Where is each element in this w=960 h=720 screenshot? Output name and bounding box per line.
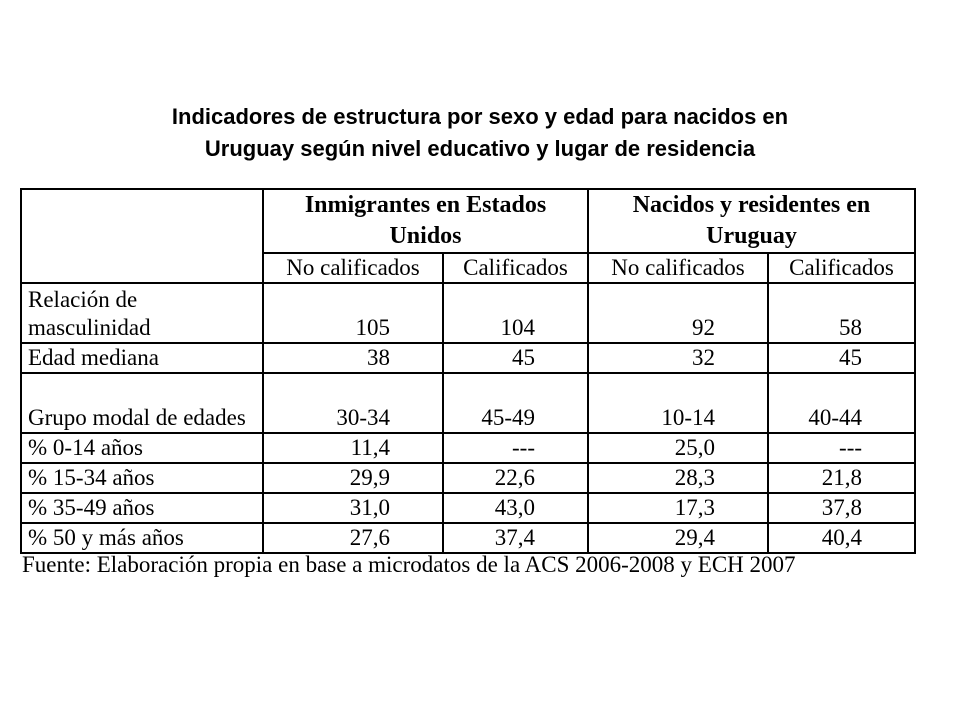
table-row [21,373,915,433]
value-cell: 29,4 [588,523,768,553]
group-header-residents: Nacidos y residentes en Uruguay [588,189,915,253]
table-row [21,463,915,493]
row-label: % 15-34 años [21,463,263,493]
value-cell: 38 [263,343,443,373]
value-cell: 25,0 [588,433,768,463]
value-cell: 28,3 [588,463,768,493]
row-label: Grupo modal de edades [21,373,263,433]
row-label: Edad mediana [21,343,263,373]
value-cell: 37,8 [768,493,915,523]
value-cell: 92 [588,283,768,343]
group-header-immigrants: Inmigrantes en Estados Unidos [263,189,588,253]
group-header-row [21,189,915,253]
empty-corner-cell [21,189,263,283]
page-title [0,101,960,165]
table-row [21,433,915,463]
value-cell: 43,0 [443,493,588,523]
value-cell: 40,4 [768,523,915,553]
value-cell: 45 [768,343,915,373]
value-cell: 104 [443,283,588,343]
value-cell: 21,8 [768,463,915,493]
value-cell: 11,4 [263,433,443,463]
value-cell: 17,3 [588,493,768,523]
table-row [21,283,915,343]
value-cell: 105 [263,283,443,343]
source-note: Fuente: Elaboración propia en base a microdatos de la ACS 2006-2008 y ECH 2007 [22,552,796,577]
title-line-1: Indicadores de estructura por sexo y edad para nacidos en [171,104,789,129]
value-cell: 45 [443,343,588,373]
value-cell: 58 [768,283,915,343]
title-line-2: Uruguay según nivel educativo y lugar de residencia [204,136,756,161]
value-cell: --- [768,433,915,463]
value-cell: --- [443,433,588,463]
value-cell: 22,6 [443,463,588,493]
value-cell: 10-14 [588,373,768,433]
row-label: Relación de masculinidad [21,283,263,343]
value-cell: 45-49 [443,373,588,433]
value-cell: 31,0 [263,493,443,523]
table-row [21,343,915,373]
value-cell: 32 [588,343,768,373]
value-cell: 30-34 [263,373,443,433]
value-cell: 37,4 [443,523,588,553]
sub-header-cell: Calificados [443,253,588,283]
table-row [21,493,915,523]
table-row [21,523,915,553]
indicators-table [20,188,916,554]
value-cell: 29,9 [263,463,443,493]
sub-header-cell: No calificados [263,253,443,283]
row-label: % 0-14 años [21,433,263,463]
value-cell: 27,6 [263,523,443,553]
sub-header-cell: Calificados [768,253,915,283]
row-label: % 50 y más años [21,523,263,553]
row-label: % 35-49 años [21,493,263,523]
value-cell: 40-44 [768,373,915,433]
sub-header-cell: No calificados [588,253,768,283]
